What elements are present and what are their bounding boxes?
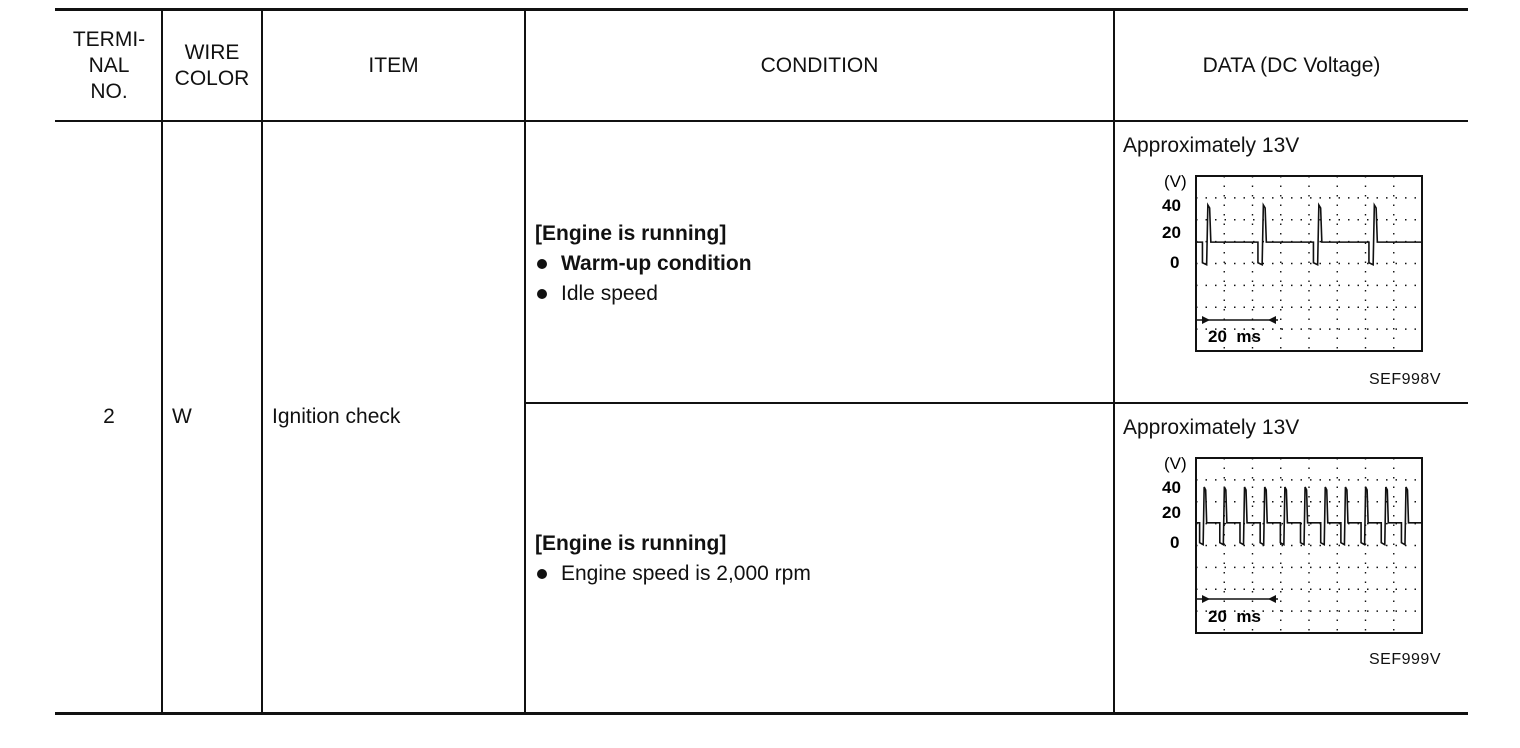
header-bottom-rule: [55, 120, 1468, 122]
figure-code-idle: SEF998V: [1369, 371, 1441, 388]
scope-y-tick-0: 0: [1170, 253, 1180, 272]
header-condition: CONDITION: [760, 53, 879, 77]
scope-y-tick-40: 40: [1162, 478, 1181, 497]
header-data: DATA (DC Voltage): [1202, 53, 1381, 77]
scope-y-tick-20: 20: [1162, 503, 1181, 522]
condition-block-2000rpm: [535, 529, 811, 589]
condition-bullet-text: Warm-up condition: [561, 252, 752, 275]
oscilloscope-waveform-idle: [1150, 168, 1435, 360]
data-value-idle: Approximately 13V: [1123, 134, 1300, 157]
scope-y-tick-20: 20: [1162, 223, 1181, 242]
scope-grid: [1196, 176, 1422, 351]
scope-frame: [1196, 176, 1422, 351]
table-top-rule: [55, 8, 1468, 11]
scope-y-tick-0: 0: [1170, 533, 1180, 552]
header-terminal-no: TERMI- NAL NO.: [72, 27, 146, 104]
condition-bullet-text: Idle speed: [561, 282, 658, 305]
scope-time-label: 20 ms: [1208, 607, 1261, 626]
condition-bullet: [535, 249, 752, 279]
condition-block-idle: [535, 219, 752, 309]
bullet-dot-icon: [537, 259, 547, 269]
scope-time-label: 20 ms: [1208, 327, 1261, 346]
condition-bullet: [535, 559, 811, 589]
bullet-dot-icon: [537, 289, 547, 299]
header-item: ITEM: [368, 53, 419, 77]
table-bottom-rule: [55, 712, 1468, 715]
scope-unit-label: (V): [1164, 172, 1187, 191]
condition-heading: [Engine is running]: [535, 532, 727, 555]
condition-divider-rule: [525, 402, 1468, 404]
scope-y-tick-40: 40: [1162, 196, 1181, 215]
condition-heading: [Engine is running]: [535, 222, 727, 245]
scope-unit-label: (V): [1164, 454, 1187, 473]
terminal-number: 2: [103, 405, 115, 428]
data-value-2000rpm: Approximately 13V: [1123, 416, 1300, 439]
header-wire-color: WIRE COLOR: [174, 40, 250, 90]
scope-time-marker: [1196, 595, 1278, 603]
item-value: Ignition check: [272, 405, 401, 428]
scope-time-marker: [1196, 316, 1278, 324]
scope-trace: [1197, 205, 1422, 265]
condition-bullet: [535, 279, 752, 309]
bullet-dot-icon: [537, 569, 547, 579]
figure-code-2000rpm: SEF999V: [1369, 651, 1441, 668]
wire-color-value: W: [172, 405, 192, 428]
oscilloscope-waveform-2000rpm: [1150, 450, 1435, 642]
condition-bullet-text: Engine speed is 2,000 rpm: [561, 562, 811, 585]
